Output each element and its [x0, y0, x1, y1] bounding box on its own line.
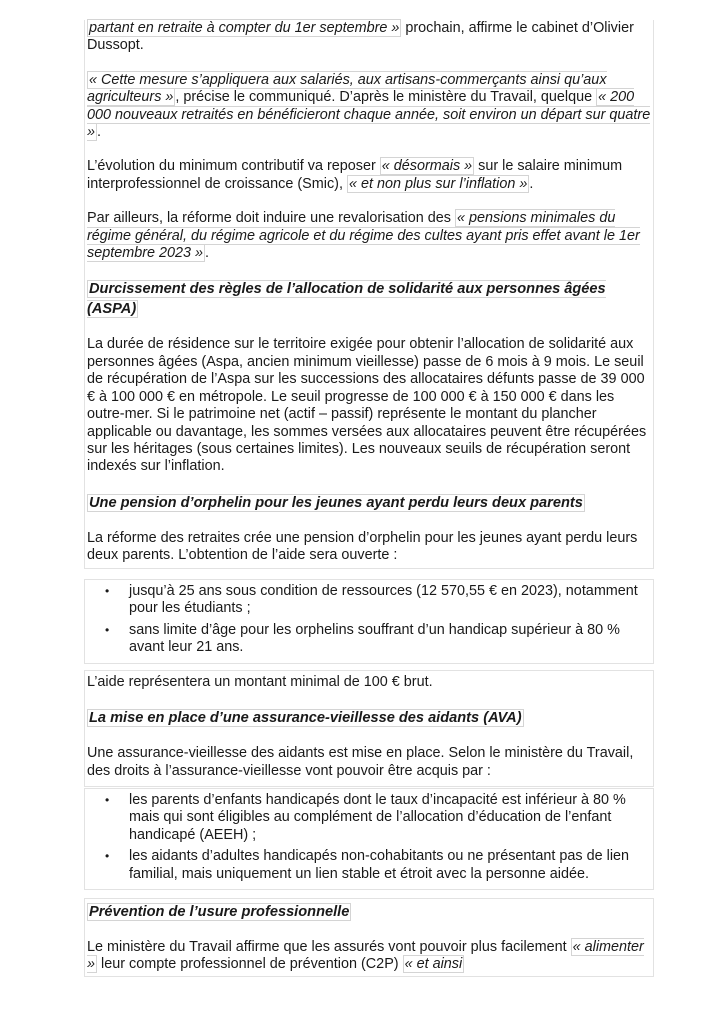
list-item	[85, 848, 653, 883]
quote: « Cette mesure s’appliquera aux salariés, aux artisans-commerçants ainsi qu’aux agriculteurs »	[87, 71, 607, 106]
quote: « pensions minimales du régime général, du régime agricole et du régime des cultes ayant pris effet avant le 1er septembre 2023 »	[87, 210, 640, 262]
list-item-text: les parents d’enfants handicapés dont le taux d’incapacité est inférieur à 80 % mais qui sont éligibles au complément de l’allocation d’éducation de l’enfant handicapé (AEEH) ;	[129, 792, 626, 843]
heading-text: Durcissement des règles de l’allocation de solidarité aux personnes âgées (ASPA)	[87, 281, 606, 318]
list-item-text: sans limite d’âge pour les orphelins souffrant d’un handicap supérieur à 80 % avant leur 21 ans.	[129, 621, 620, 656]
quote: « alimenter »	[87, 939, 644, 973]
list-aidants	[84, 788, 654, 890]
paragraph-aspa: La durée de résidence sur le territoire exigée pour obtenir l’allocation de solidarité aux personnes âgées (Aspa, ancien minimum vieillesse) passe de 6 mois à 9 mois. Le seuil de récupération de l’Aspa sur les successions des allocataires défunts passe de 39 000 € à 100 000 € en métropole. Le seuil progresse de 100 000 € à 150 000 € dans les outre-mer. Si le patrimoine net (actif – passif) représente le montant du plancher applicable ou davantage, les sommes versées aux allocataires peuvent être récupérées sur les héritages (sous certaines limites). Les nouveaux seuils de récupération seront indexés sur l’inflation.	[87, 336, 647, 475]
bullet-icon: •	[105, 849, 110, 864]
text: leur compte professionnel de prévention (C2P)	[97, 956, 403, 973]
heading-orphelin	[85, 493, 653, 513]
text: , précise le communiqué. D’après le ministère du Travail, quelque	[175, 89, 597, 106]
section-usure	[84, 898, 654, 977]
text: .	[529, 175, 534, 192]
paragraph-orphelin: La réforme des retraites crée une pension d’orphelin pour les jeunes ayant perdu leurs deux parents. L’obtention de l’aide sera ouverte :	[87, 529, 638, 564]
section-retraite-minimum	[84, 20, 654, 569]
list-orphelin	[84, 579, 654, 664]
heading-text: La mise en place d’une assurance-vieillesse des aidants (AVA)	[89, 710, 522, 727]
paragraph	[85, 158, 653, 193]
bullet-list	[85, 583, 653, 657]
quote: « 200 000 nouveaux retraités en bénéficieront chaque année, soit environ un départ sur quatre »	[87, 89, 651, 141]
heading-text: Prévention de l’usure professionnelle	[89, 904, 350, 920]
text: .	[97, 124, 102, 141]
text: prochain, affirme le cabinet d’Olivier Dussopt.	[87, 20, 634, 54]
text: .	[205, 245, 210, 262]
quote: partant en retraite à compter du 1er septembre »	[89, 20, 400, 36]
text: sur le salaire minimum interprofessionnel de croissance (Smic),	[87, 158, 623, 192]
bullet-icon: •	[105, 793, 110, 807]
paragraph: L’aide représentera un montant minimal de 100 € brut.	[87, 674, 433, 690]
paragraph	[85, 210, 653, 262]
heading-usure	[85, 902, 653, 922]
paragraph	[85, 939, 653, 974]
list-item	[85, 792, 653, 844]
heading-ava	[85, 708, 653, 728]
list-item-text: les aidants d’adultes handicapés non-cohabitants ou ne présentant pas de lien familial, mais uniquement un lien stable et étroit avec la personne aidée.	[129, 848, 630, 882]
heading-aspa	[85, 279, 653, 319]
quote: « désormais »	[381, 158, 473, 175]
list-item	[85, 622, 653, 657]
section-ava	[84, 670, 654, 787]
text: Par ailleurs, la réforme doit induire une revalorisation des	[87, 210, 455, 227]
heading-text: Une pension d’orphelin pour les jeunes ayant perdu leurs deux parents	[89, 494, 583, 511]
bullet-icon: •	[105, 584, 110, 598]
quote: « et non plus sur l’inflation »	[348, 175, 528, 192]
paragraph	[85, 20, 653, 55]
text: Le ministère du Travail affirme que les assurés vont pouvoir plus facilement	[87, 939, 571, 955]
paragraph	[85, 72, 653, 142]
bullet-icon: •	[105, 622, 110, 637]
text: L’évolution du minimum contributif va reposer	[87, 158, 380, 175]
list-item-text: jusqu’à 25 ans sous condition de ressources (12 570,55 € en 2023), notamment pour les étudiants ;	[129, 583, 638, 617]
quote: « et ainsi	[404, 956, 463, 973]
list-item	[85, 583, 653, 618]
paragraph: Une assurance-vieillesse des aidants est mise en place. Selon le ministère du Travail, des droits à l’assurance-vieillesse vont pouvoir être acquis par :	[87, 745, 634, 779]
bullet-list	[85, 792, 653, 883]
